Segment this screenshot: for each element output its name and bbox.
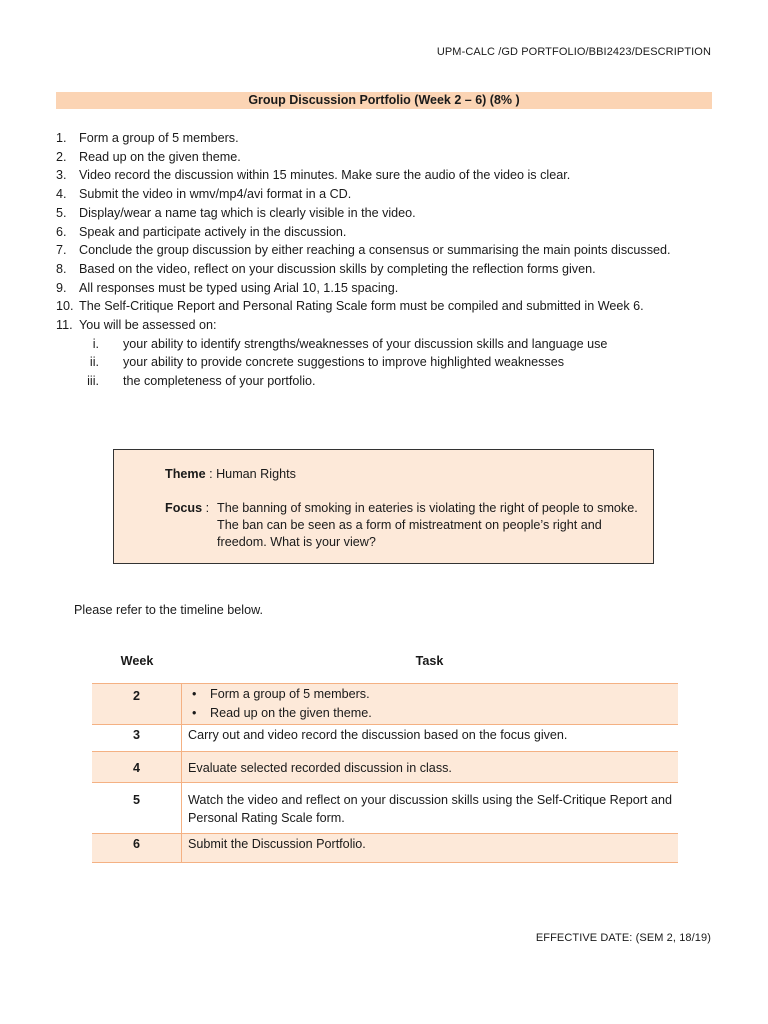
effective-date: EFFECTIVE DATE: (SEM 2, 18/19) (535, 932, 711, 944)
timeline-header-task: Task (415, 654, 444, 668)
task-cell: Carry out and video record the discussion based on the focus given. (182, 725, 679, 752)
focus-label: Focus (165, 501, 203, 515)
focus-label-line (165, 500, 209, 517)
list-item: 1. Form a group of 5 members. (56, 131, 239, 145)
list-item: 7. Conclude the group discussion by either reaching a consensus or summarising the main points discussed. (56, 243, 671, 258)
week-cell: 2 (92, 684, 182, 725)
task-bullets (188, 685, 672, 723)
list-item: 4. Submit the video in wmv/mp4/avi format in a CD. (56, 187, 352, 202)
list-item: 5. Display/wear a name tag which is clearly visible in the video. (56, 205, 416, 220)
week-cell: 3 (92, 725, 182, 752)
list-item: iii. the completeness of your portfolio. (87, 374, 316, 389)
page-title: Group Discussion Portfolio (Week 2 – 6) (8% ) (56, 92, 712, 109)
list-item: 6. Speak and participate actively in the discussion. (56, 224, 347, 239)
theme-value: : Human Rights (205, 467, 296, 481)
list-item: • Form a group of 5 members. (188, 685, 672, 704)
list-item: i. your ability to identify strengths/weaknesses of your discussion skills and language use (92, 336, 608, 351)
week-cell: 5 (92, 783, 182, 834)
task-cell (182, 684, 679, 725)
list-item: 2. Read up on the given theme. (56, 149, 241, 164)
assessment-list (56, 335, 716, 391)
theme-line (165, 466, 296, 483)
week-cell: 4 (92, 752, 182, 783)
focus-separator: : (202, 501, 210, 515)
list-item: 8. Based on the video, reflect on your discussion skills by completing the reflection forms given. (56, 261, 596, 276)
instructions-list (56, 129, 716, 391)
theme-box (113, 449, 654, 564)
table-row (92, 725, 678, 752)
theme-label: Theme (165, 467, 206, 481)
list-item: ii. your ability to provide concrete suggestions to improve highlighted weaknesses (89, 355, 565, 370)
timeline-intro: Please refer to the timeline below. (74, 603, 264, 617)
list-item: 9. All responses must be typed using Arial 10, 1.15 spacing. (56, 280, 399, 295)
focus-text: The banning of smoking in eateries is violating the right of people to smoke. The ban can be seen as a form of mistreatment on people’s right and freedom. What is your view? (217, 501, 638, 549)
timeline-table (92, 683, 678, 863)
table-row (92, 783, 678, 834)
task-cell: Submit the Discussion Portfolio. (182, 834, 679, 863)
list-item: 3. Video record the discussion within 15 minutes. Make sure the audio of the video is clear. (56, 168, 571, 183)
table-row (92, 684, 678, 725)
bullet-icon: • (192, 687, 197, 701)
timeline-header-week: Week (120, 654, 154, 668)
list-item: 10. The Self-Critique Report and Personal Rating Scale form must be compiled and submitted in Week 6. (56, 299, 644, 314)
week-cell: 6 (92, 834, 182, 863)
task-cell: Watch the video and reflect on your discussion skills using the Self-Critique Report and Personal Rating Scale form. (182, 783, 679, 834)
list-item: • Read up on the given theme. (188, 704, 672, 723)
table-row (92, 834, 678, 863)
task-cell: Evaluate selected recorded discussion in class. (182, 752, 679, 783)
document-code: UPM-CALC /GD PORTFOLIO/BBI2423/DESCRIPTION (436, 46, 711, 58)
table-row (92, 752, 678, 783)
list-item: 11. You will be assessed on: i. your ability to identify strengths/weaknesses of your discussion skills and language use ii. your ability to provide concrete suggestions to improve highlighted weaknesses iii. the completeness of your portfolio. (56, 316, 716, 391)
bullet-icon: • (192, 706, 197, 720)
